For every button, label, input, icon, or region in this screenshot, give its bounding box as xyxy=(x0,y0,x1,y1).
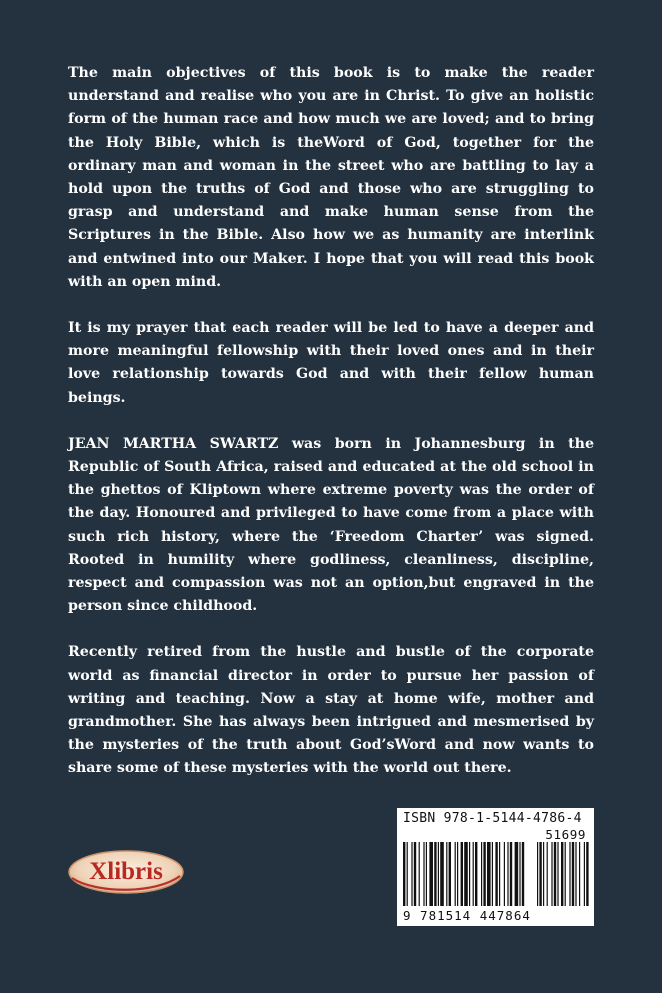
author-bio-paragraph: JEAN MARTHA SWARTZ was born in Johannesburg in the Republic of South Africa, raised and educated at the old school in the ghettos of Kliptown where extreme poverty was the order of the day. Honoured and privileged to have come from a place with such rich history, where the ‘Freedom Charter’ was signed. Rooted in humility where godliness, cleanliness, discipline, respect and compassion was not an option,but engraved in the person since childhood. xyxy=(68,435,594,615)
blurb-paragraph-prayer: It is my prayer that each reader will be led to have a deeper and more meaningful fellowship with their loved ones and in their love relationship towards God and with their fellow human beings. xyxy=(68,320,594,406)
blurb-paragraph-objectives: The main objectives of this book is to make the reader understand and realise who you are in Christ. To give an holistic form of the human race and how much we are loved; and to bring the Holy Bible, which is theWord of God, together for the ordinary man and woman in the street who are battling to lay a hold upon the truths of God and those who are struggling to grasp and understand and make human sense from the Scriptures in the Bible. Also how we as humanity are interlink and entwined into our Maker. I hope that you will read this book with an open mind. xyxy=(68,65,594,290)
xlibris-logo xyxy=(66,848,186,896)
price-code: 51699 xyxy=(545,827,586,842)
isbn-label: ISBN 978-1-5144-4786-4 xyxy=(403,811,582,826)
blurb-text xyxy=(68,62,594,804)
barcode-digits: 9 781514 447864 xyxy=(403,908,531,923)
barcode-bars xyxy=(401,842,591,908)
xlibris-logo-text: Xlibris xyxy=(89,858,163,885)
isbn-barcode xyxy=(397,808,594,926)
author-retirement-paragraph: Recently retired from the hustle and bustle of the corporate world as financial director in order to pursue her passion of writing and teaching. Now a stay at home wife, mother and grandmother. She has always been intrigued and mesmerised by the mysteries of the truth about God’sWord and now wants to share some of these mysteries with the world out there. xyxy=(68,644,594,777)
